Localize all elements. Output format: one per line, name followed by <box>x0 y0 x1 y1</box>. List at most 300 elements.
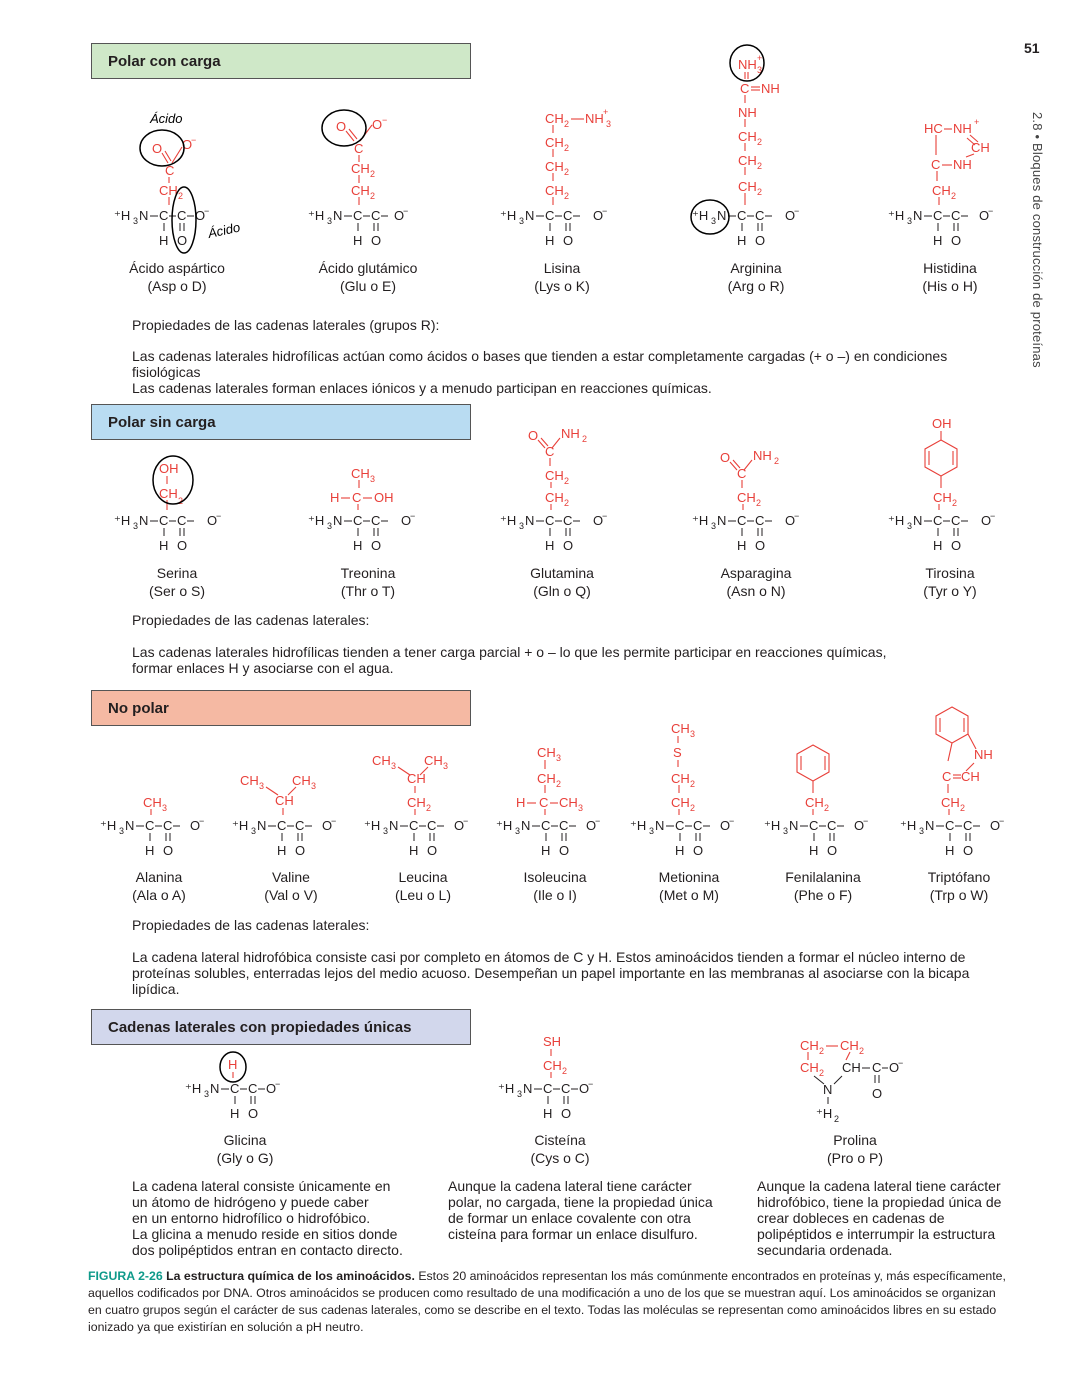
svg-text:O: O <box>563 233 574 248</box>
svg-text:Ácido: Ácido <box>206 219 242 241</box>
aa-label-leucine: Leucina (Leu o L) <box>394 869 452 903</box>
structure-serine <box>112 400 252 560</box>
svg-text:−: − <box>403 206 409 216</box>
svg-text:2: 2 <box>370 169 376 179</box>
props-text-charged-2: fisiológicas <box>132 364 201 380</box>
svg-text:2: 2 <box>951 191 957 201</box>
svg-text:−: − <box>595 816 601 826</box>
svg-text:2: 2 <box>370 191 376 201</box>
props-text-nonpolar-1: La cadena lateral hidrofóbica consiste casi por completo en átomos de C y H. Estos aminoácidos tienden a formar el núcleo interno de <box>132 949 966 965</box>
svg-text:−: − <box>898 1058 904 1068</box>
svg-text:O: O <box>755 233 766 248</box>
svg-text:CH: CH <box>738 153 757 168</box>
svg-text:⁺H: ⁺H <box>692 208 709 223</box>
svg-text:HC: HC <box>924 121 943 136</box>
svg-text:2: 2 <box>564 191 570 201</box>
svg-text:3: 3 <box>783 826 789 836</box>
svg-text:H: H <box>409 843 419 858</box>
svg-text:⁺H: ⁺H <box>498 1081 515 1096</box>
svg-text:C: C <box>545 513 555 528</box>
svg-text:3: 3 <box>370 474 376 484</box>
svg-text:NH: NH <box>753 448 772 463</box>
svg-text:O: O <box>454 818 465 833</box>
svg-text:2: 2 <box>690 803 696 813</box>
svg-text:C: C <box>543 1081 553 1096</box>
svg-text:C: C <box>371 208 381 223</box>
svg-text:3: 3 <box>606 119 612 129</box>
svg-text:N: N <box>333 513 343 528</box>
aa-label-valine: Valine (Val o V) <box>264 869 318 903</box>
svg-text:2: 2 <box>690 779 696 789</box>
svg-text:O: O <box>207 513 218 528</box>
svg-text:N: N <box>257 818 267 833</box>
svg-text:2: 2 <box>859 1046 865 1056</box>
svg-text:−: − <box>602 206 608 216</box>
svg-text:NH: NH <box>974 747 993 762</box>
svg-text:2: 2 <box>556 779 562 789</box>
svg-text:CH: CH <box>240 773 259 788</box>
props-text-uncharged-1: Las cadenas laterales hidrofílicas tienden a tener carga parcial + o – lo que les permite participar en reacciones químicas, <box>132 644 887 660</box>
aa-label-aspartic: Ácido aspártico (Asp o D) <box>129 260 225 294</box>
structure-asparagine <box>690 400 830 560</box>
svg-text:O: O <box>248 1106 259 1121</box>
svg-text:−: − <box>794 511 800 521</box>
props-text-uncharged-2: formar enlaces H y asociarse con el agua. <box>132 660 394 676</box>
svg-text:H: H <box>737 233 747 248</box>
aa-label-tyrosine: Tirosina (Tyr o Y) <box>923 565 977 599</box>
aa-label-methionine: Metionina (Met o M) <box>658 869 720 903</box>
svg-text:N: N <box>139 513 149 528</box>
svg-text:⁺H: ⁺H <box>888 513 905 528</box>
svg-text:3: 3 <box>649 826 655 836</box>
svg-text:C: C <box>352 490 362 505</box>
svg-text:O: O <box>528 428 539 443</box>
svg-text:H: H <box>933 233 943 248</box>
svg-text:2: 2 <box>426 803 432 813</box>
svg-text:CH: CH <box>800 1038 819 1053</box>
svg-text:O: O <box>559 843 570 858</box>
props-text-nonpolar-2: proteínas solubles, enterradas lejos del medio acuoso. Desempeñan un papel importante en las membranas al asociarse con la bicapa <box>132 965 970 981</box>
desc-proline: Aunque la cadena lateral tiene carácter hidrofóbico, tiene la propiedad única de crear dobleces en cadenas de polipéptidos e interrumpir la estructura secundaria ordenada. <box>757 1178 1002 1258</box>
figure-lead: La estructura química de los aminoácidos. <box>166 1269 415 1283</box>
svg-text:N: N <box>125 818 135 833</box>
svg-text:CH: CH <box>545 183 564 198</box>
svg-text:3: 3 <box>690 729 696 739</box>
svg-text:2: 2 <box>564 498 570 508</box>
svg-text:NH: NH <box>761 81 780 96</box>
svg-text:CH: CH <box>933 490 952 505</box>
svg-text:O: O <box>295 843 306 858</box>
structure-histidine <box>886 95 1026 255</box>
props-title-nonpolar: Propiedades de las cadenas laterales: <box>132 917 370 933</box>
structure-tyrosine <box>886 400 1026 560</box>
svg-text:3: 3 <box>757 65 763 75</box>
structure-tryptophan <box>898 705 1038 865</box>
svg-text:−: − <box>191 135 197 145</box>
svg-text:O: O <box>561 1106 572 1121</box>
svg-text:CH: CH <box>932 183 951 198</box>
svg-text:O: O <box>336 119 347 134</box>
structure-aspartic-acid <box>112 95 252 255</box>
svg-text:3: 3 <box>907 521 913 531</box>
svg-text:CH: CH <box>738 129 757 144</box>
svg-text:⁺H: ⁺H <box>308 208 325 223</box>
svg-text:O: O <box>371 233 382 248</box>
aa-label-isoleucine: Isoleucina (Ile o I) <box>523 869 587 903</box>
svg-text:−: − <box>990 511 996 521</box>
svg-text:O: O <box>720 450 731 465</box>
svg-text:2: 2 <box>824 803 830 813</box>
svg-text:O: O <box>401 513 412 528</box>
props-text-charged-1: Las cadenas laterales hidrofílicas actúan como ácidos o bases que tienden a estar completamente cargadas (+ o –) en condiciones <box>132 348 948 364</box>
svg-text:CH: CH <box>407 795 426 810</box>
svg-text:C: C <box>740 81 750 96</box>
svg-text:−: − <box>729 816 735 826</box>
svg-text:C: C <box>942 769 952 784</box>
svg-text:C: C <box>539 795 549 810</box>
section-title-polar-charged: Polar con carga <box>91 43 471 79</box>
svg-text:3: 3 <box>162 803 168 813</box>
svg-text:N: N <box>333 208 343 223</box>
svg-text:3: 3 <box>919 826 925 836</box>
structure-lysine <box>498 95 638 255</box>
aa-label-glycine: Glicina (Gly o G) <box>216 1132 274 1166</box>
svg-text:3: 3 <box>133 216 139 226</box>
svg-text:H: H <box>145 843 155 858</box>
svg-text:C: C <box>755 208 765 223</box>
svg-text:⁺H: ⁺H <box>114 513 131 528</box>
svg-text:3: 3 <box>133 521 139 531</box>
structure-cysteine <box>496 968 636 1128</box>
svg-text:H: H <box>353 538 363 553</box>
svg-text:CH: CH <box>143 795 162 810</box>
svg-text:N: N <box>717 513 727 528</box>
svg-text:NH: NH <box>585 111 604 126</box>
svg-text:CH: CH <box>545 135 564 150</box>
svg-text:C: C <box>545 208 555 223</box>
aa-label-asparagine: Asparagina (Asn o N) <box>720 565 792 599</box>
svg-text:+: + <box>974 117 980 127</box>
svg-text:CH: CH <box>351 466 370 481</box>
svg-text:C: C <box>933 513 943 528</box>
svg-text:O: O <box>963 843 974 858</box>
svg-text:O: O <box>163 843 174 858</box>
svg-text:−: − <box>863 816 869 826</box>
svg-text:O: O <box>827 843 838 858</box>
svg-text:2: 2 <box>562 1066 568 1076</box>
svg-text:CH: CH <box>424 753 443 768</box>
svg-text:Ácido: Ácido <box>150 111 183 126</box>
svg-text:OH: OH <box>932 416 952 431</box>
svg-text:3: 3 <box>259 781 265 791</box>
svg-text:C: C <box>563 208 573 223</box>
svg-text:C: C <box>963 818 973 833</box>
svg-text:⁺H: ⁺H <box>816 1106 833 1121</box>
svg-text:⁺H: ⁺H <box>185 1081 202 1096</box>
svg-text:O: O <box>693 843 704 858</box>
svg-text:C: C <box>945 818 955 833</box>
svg-text:CH: CH <box>159 183 178 198</box>
svg-text:SH: SH <box>543 1034 562 1049</box>
section-title-unique: Cadenas laterales con propiedades únicas <box>91 1009 471 1045</box>
svg-text:−: − <box>275 1079 281 1089</box>
svg-text:H: H <box>228 1057 238 1072</box>
svg-text:3: 3 <box>556 753 562 763</box>
svg-text:O: O <box>152 141 163 156</box>
aa-label-serine: Serina (Ser o S) <box>148 565 205 599</box>
svg-text:3: 3 <box>519 216 525 226</box>
svg-text:O: O <box>177 233 188 248</box>
svg-text:2: 2 <box>757 137 763 147</box>
svg-text:N: N <box>717 208 727 223</box>
section-title-polar-uncharged: Polar sin carga <box>91 404 471 440</box>
svg-text:⁺H: ⁺H <box>232 818 249 833</box>
svg-text:2: 2 <box>564 119 570 129</box>
svg-text:O: O <box>593 513 604 528</box>
svg-text:O: O <box>322 818 333 833</box>
svg-text:O: O <box>951 233 962 248</box>
svg-text:⁺H: ⁺H <box>692 513 709 528</box>
svg-text:C: C <box>545 444 555 459</box>
svg-text:CH: CH <box>372 753 391 768</box>
svg-text:CH: CH <box>545 490 564 505</box>
svg-text:CH: CH <box>159 486 178 501</box>
svg-text:CH: CH <box>351 183 370 198</box>
svg-text:C: C <box>248 1081 258 1096</box>
svg-text:CH: CH <box>840 1038 859 1053</box>
svg-text:H: H <box>543 1106 553 1121</box>
svg-text:2: 2 <box>757 187 763 197</box>
svg-text:CH: CH <box>537 745 556 760</box>
aa-label-alanine: Alanina (Ala o A) <box>132 869 186 903</box>
svg-text:O: O <box>720 818 731 833</box>
svg-text:NH: NH <box>953 121 972 136</box>
svg-text:O: O <box>266 1081 277 1096</box>
svg-text:3: 3 <box>327 216 333 226</box>
svg-text:C: C <box>427 818 437 833</box>
svg-text:O: O <box>872 1086 883 1101</box>
svg-text:CH: CH <box>671 771 690 786</box>
svg-text:O: O <box>195 208 206 223</box>
props-title-charged: Propiedades de las cadenas laterales (grupos R): <box>132 317 440 333</box>
svg-text:CH: CH <box>738 179 757 194</box>
svg-text:CH: CH <box>545 111 564 126</box>
svg-text:3: 3 <box>907 216 913 226</box>
svg-text:C: C <box>354 141 364 156</box>
svg-text:⁺H: ⁺H <box>364 818 381 833</box>
svg-text:3: 3 <box>519 521 525 531</box>
svg-text:CH: CH <box>407 771 426 786</box>
svg-text:OH: OH <box>159 461 179 476</box>
svg-text:N: N <box>525 513 535 528</box>
svg-text:−: − <box>794 206 800 216</box>
aa-label-cysteine: Cisteína (Cys o C) <box>530 1132 590 1166</box>
svg-text:O: O <box>372 117 383 132</box>
aa-label-glutamine: Glutamina (Gln o Q) <box>530 565 594 599</box>
svg-text:N: N <box>210 1081 220 1096</box>
svg-text:O: O <box>177 538 188 553</box>
svg-text:2: 2 <box>178 191 184 201</box>
structure-phenylalanine <box>762 705 902 865</box>
svg-text:CH: CH <box>941 795 960 810</box>
structure-valine <box>230 705 370 865</box>
svg-text:C: C <box>277 818 287 833</box>
svg-text:C: C <box>693 818 703 833</box>
svg-text:NH: NH <box>953 157 972 172</box>
svg-text:−: − <box>216 511 222 521</box>
svg-text:N: N <box>523 1081 533 1096</box>
svg-text:CH: CH <box>351 161 370 176</box>
svg-text:NH: NH <box>561 426 580 441</box>
svg-text:3: 3 <box>251 826 257 836</box>
aa-label-lysine: Lisina (Lys o K) <box>534 260 590 294</box>
svg-text:3: 3 <box>711 521 717 531</box>
svg-text:N: N <box>823 1082 833 1097</box>
svg-text:N: N <box>521 818 531 833</box>
svg-text:O: O <box>990 818 1001 833</box>
svg-text:CH: CH <box>805 795 824 810</box>
svg-text:C: C <box>541 818 551 833</box>
svg-text:⁺H: ⁺H <box>764 818 781 833</box>
svg-text:CH: CH <box>537 771 556 786</box>
structure-alanine <box>98 705 238 865</box>
svg-text:O: O <box>889 1060 900 1075</box>
svg-text:CH: CH <box>737 490 756 505</box>
desc-cysteine: Aunque la cadena lateral tiene carácter polar, no cargada, tiene la propiedad única de formar un enlace covalente con otra cisteína para formar un enlace disulfuro. <box>448 1178 713 1242</box>
svg-text:O: O <box>190 818 201 833</box>
svg-text:2: 2 <box>564 167 570 177</box>
svg-text:H: H <box>545 233 555 248</box>
svg-text:C: C <box>809 818 819 833</box>
structure-glutamic-acid <box>306 95 446 255</box>
svg-text:N: N <box>913 208 923 223</box>
svg-text:N: N <box>525 208 535 223</box>
svg-text:⁺H: ⁺H <box>888 208 905 223</box>
section-title-nonpolar: No polar <box>91 690 471 726</box>
svg-text:O: O <box>981 513 992 528</box>
svg-text:2: 2 <box>756 498 762 508</box>
svg-text:O: O <box>854 818 865 833</box>
svg-text:C: C <box>177 513 187 528</box>
svg-text:C: C <box>561 1081 571 1096</box>
svg-text:−: − <box>410 511 416 521</box>
svg-text:H: H <box>516 795 526 810</box>
svg-text:H: H <box>353 233 363 248</box>
svg-text:C: C <box>295 818 305 833</box>
svg-text:+: + <box>603 107 609 117</box>
structure-threonine <box>306 400 446 560</box>
svg-text:O: O <box>586 818 597 833</box>
svg-text:H: H <box>809 843 819 858</box>
desc-glycine: La cadena lateral consiste únicamente en un átomo de hidrógeno y puede caber en un entorno hidrofílico o hidrofóbico. La glicina a menudo reside en sitios donde dos polipéptidos entran en contacto directo. <box>132 1178 403 1258</box>
svg-text:CH: CH <box>545 159 564 174</box>
svg-text:2: 2 <box>834 1114 840 1124</box>
running-head: 2.8 • Bloques de construcción de proteínas <box>1030 112 1045 368</box>
svg-text:C: C <box>933 208 943 223</box>
svg-text:⁺H: ⁺H <box>500 513 517 528</box>
page-number: 51 <box>1024 40 1040 56</box>
svg-text:OH: OH <box>374 490 394 505</box>
svg-text:H: H <box>945 843 955 858</box>
svg-text:CH: CH <box>559 795 578 810</box>
svg-text:H: H <box>541 843 551 858</box>
svg-text:S: S <box>673 745 682 760</box>
svg-text:O: O <box>951 538 962 553</box>
svg-text:O: O <box>394 208 405 223</box>
svg-text:H: H <box>933 538 943 553</box>
svg-text:3: 3 <box>383 826 389 836</box>
svg-text:C: C <box>559 818 569 833</box>
svg-text:C: C <box>353 513 363 528</box>
figure-number: FIGURA 2-26 <box>88 1269 163 1283</box>
svg-text:N: N <box>789 818 799 833</box>
svg-text:H: H <box>330 490 340 505</box>
svg-text:CH: CH <box>545 468 564 483</box>
svg-text:CH: CH <box>842 1060 861 1075</box>
svg-text:3: 3 <box>119 826 125 836</box>
aa-label-phenylalanine: Fenilalanina (Phe o F) <box>785 869 861 903</box>
svg-text:2: 2 <box>960 803 966 813</box>
svg-text:O: O <box>979 208 990 223</box>
svg-text:CH: CH <box>292 773 311 788</box>
svg-text:H: H <box>737 538 747 553</box>
structure-isoleucine <box>494 705 634 865</box>
svg-text:−: − <box>602 511 608 521</box>
structure-glycine <box>183 968 323 1128</box>
svg-text:C: C <box>563 513 573 528</box>
svg-text:−: − <box>204 206 210 216</box>
svg-text:3: 3 <box>578 803 584 813</box>
svg-text:CH: CH <box>671 721 690 736</box>
svg-text:C: C <box>230 1081 240 1096</box>
svg-text:3: 3 <box>517 1089 523 1099</box>
svg-text:N: N <box>655 818 665 833</box>
svg-text:C: C <box>755 513 765 528</box>
svg-text:N: N <box>913 513 923 528</box>
svg-text:−: − <box>199 816 205 826</box>
svg-text:H: H <box>545 538 555 553</box>
svg-text:3: 3 <box>391 761 397 771</box>
svg-text:C: C <box>145 818 155 833</box>
svg-text:C: C <box>951 208 961 223</box>
svg-text:O: O <box>785 208 796 223</box>
svg-text:−: − <box>588 1079 594 1089</box>
svg-text:CH: CH <box>800 1060 819 1075</box>
svg-text:2: 2 <box>819 1068 825 1078</box>
svg-text:C: C <box>827 818 837 833</box>
svg-text:NH: NH <box>738 57 757 72</box>
structure-glutamine <box>498 400 638 560</box>
svg-text:C: C <box>177 208 187 223</box>
svg-text:2: 2 <box>582 434 588 444</box>
figure-text: Estos 20 aminoácidos representan los más comúnmente encontrados en proteínas y, más específicamente, aquellos codificados por DNA. Otros aminoácidos se producen como resultado de una modificación a uno de los que se muestran aquí. Los aminoácidos se organizan en cuatro grupos según el carácter de sus cadenas laterales, como se describe en el texto. Todas las moléculas se representan como aminoácidos libres en su estado ionizado ya que existirían en solución a pH neutro. <box>88 1269 1006 1334</box>
svg-text:C: C <box>165 163 175 178</box>
svg-text:CH: CH <box>275 793 294 808</box>
svg-text:−: − <box>382 115 388 125</box>
svg-text:O: O <box>563 538 574 553</box>
svg-text:+: + <box>757 53 763 63</box>
svg-text:C: C <box>353 208 363 223</box>
svg-text:C: C <box>163 818 173 833</box>
svg-text:O: O <box>371 538 382 553</box>
props-title-uncharged: Propiedades de las cadenas laterales: <box>132 612 370 628</box>
svg-text:O: O <box>427 843 438 858</box>
svg-text:H: H <box>277 843 287 858</box>
svg-text:CH: CH <box>961 769 980 784</box>
svg-text:C: C <box>409 818 419 833</box>
aa-label-histidine: Histidina (His o H) <box>922 260 978 294</box>
svg-text:⁺H: ⁺H <box>308 513 325 528</box>
